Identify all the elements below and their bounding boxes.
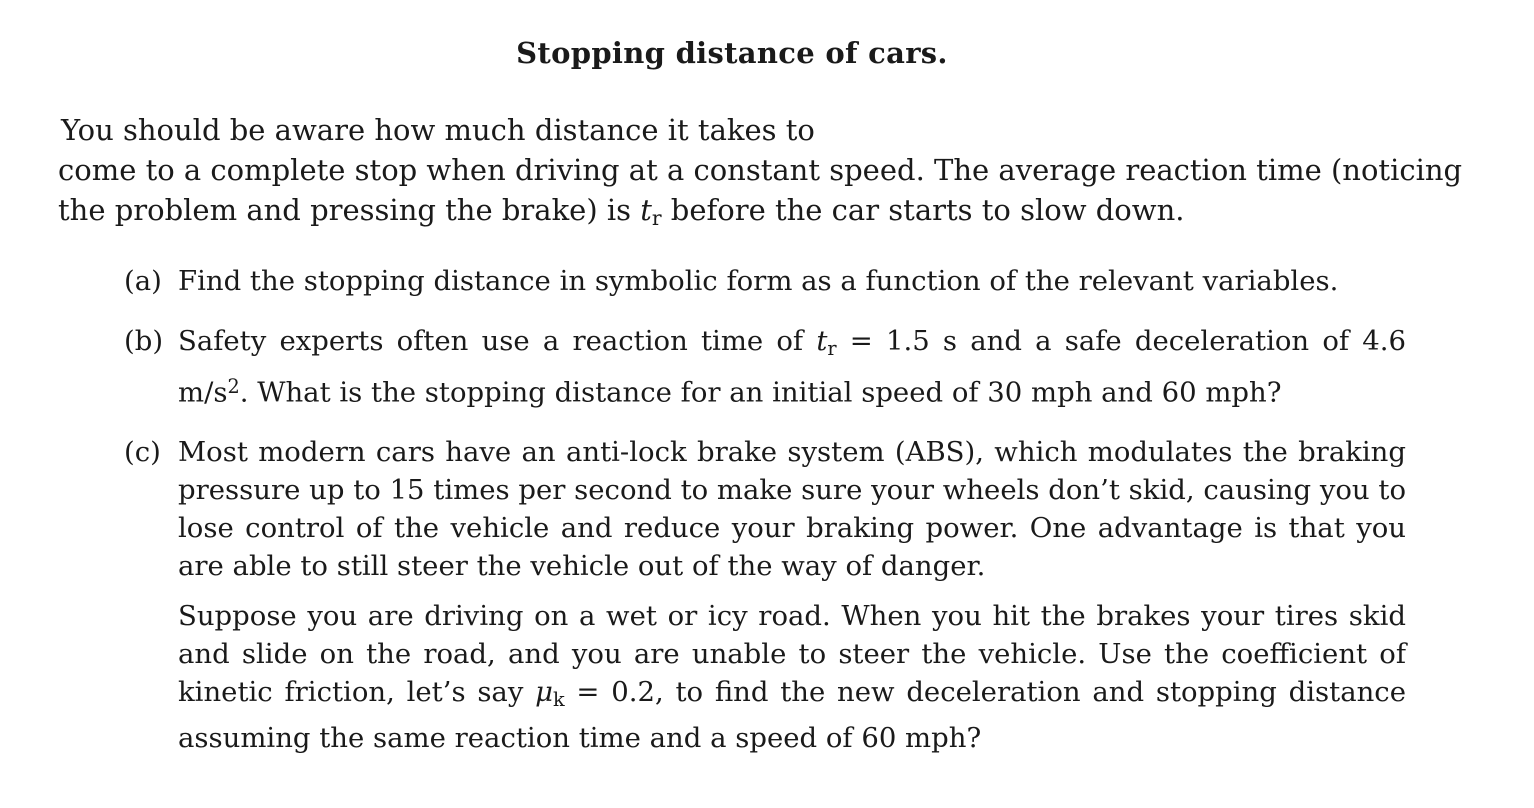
question-b-reaction-symbol bbox=[816, 325, 837, 360]
friction-coefficient-symbol bbox=[535, 676, 565, 712]
question-b-var: t bbox=[816, 325, 828, 357]
question-c bbox=[124, 433, 1406, 757]
friction-subscript: k bbox=[553, 688, 565, 712]
question-b-text bbox=[178, 322, 1406, 411]
question-a bbox=[124, 262, 1406, 300]
question-list bbox=[124, 262, 1406, 757]
friction-var: μ bbox=[535, 676, 553, 709]
question-b-pre: Safety experts often use a reaction time of bbox=[178, 325, 817, 357]
question-b-superscript: 2 bbox=[227, 374, 240, 398]
question-c-label: (c) bbox=[124, 436, 161, 469]
question-b-post: . What is the stopping distance for an initial speed of 30 mph and 60 mph? bbox=[239, 376, 1282, 409]
question-b bbox=[124, 322, 1406, 411]
intro-line-2: come to a complete stop when driving at a constant speed. The average reaction time (noticing bbox=[58, 153, 1463, 187]
page-title: Stopping distance of cars. bbox=[516, 36, 948, 70]
question-c-paragraph-1: Most modern cars have an anti-lock brake system (ABS), which modulates the braking pressure up to 15 times per second to make sure your wheels don’t skid, causing you to lose control of the vehicle and reduce your braking power. One advantage is that you are able to still steer the vehicle out of the way of danger. bbox=[178, 436, 1406, 583]
question-a-label: (a) bbox=[124, 265, 162, 297]
intro-line-1: You should be aware how much distance it takes to bbox=[61, 113, 815, 147]
reaction-time-symbol bbox=[640, 193, 662, 231]
question-c-para2-post: = 0.2, to find the new deceleration and stopping distance assuming the same reaction time and a speed of 60 mph? bbox=[178, 676, 1406, 755]
intro-line-3-post: before the car starts to slow down. bbox=[661, 193, 1185, 227]
question-b-label: (b) bbox=[124, 325, 164, 357]
question-c-para2-pre: Suppose you are driving on a wet or icy road. When you hit the brakes your tires skid and slide on the road, and you are unable to steer the vehicle. Use the coefficient of kinetic friction, let’s say bbox=[178, 600, 1406, 709]
question-b-mid: = 1.5 s and a safe deceleration of 4.6 m/s bbox=[178, 325, 1406, 409]
reaction-time-subscript: r bbox=[651, 206, 662, 231]
question-c-paragraph-2 bbox=[178, 597, 1406, 757]
intro-paragraph bbox=[58, 110, 1468, 238]
question-a-text: Find the stopping distance in symbolic form as a function of the relevant variables. bbox=[178, 265, 1339, 297]
reaction-time-var: t bbox=[640, 193, 652, 227]
intro-line-3-pre: the problem and pressing the brake) is bbox=[58, 193, 641, 227]
intro-line-3 bbox=[58, 190, 1468, 238]
question-b-subscript: r bbox=[827, 336, 837, 360]
